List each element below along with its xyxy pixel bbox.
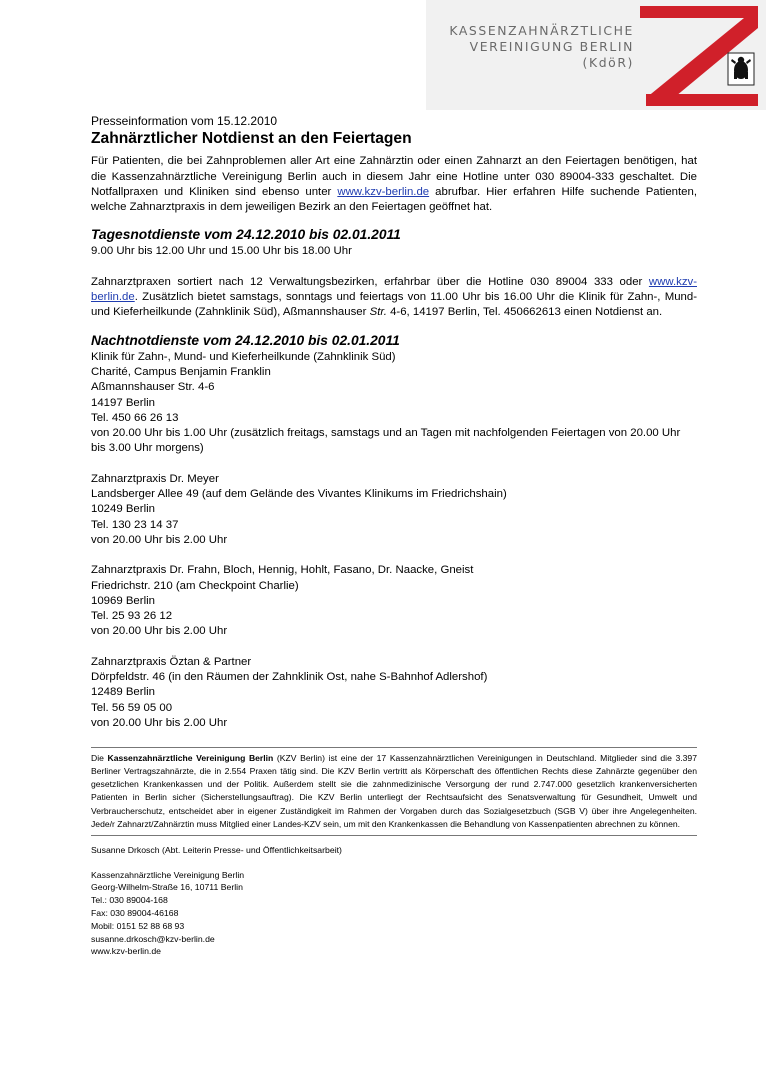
intro-paragraph [91,154,697,215]
footer-paragraph [91,752,697,831]
footer-text-1: Die [91,753,108,764]
contact-line: Mobil: 0151 52 88 68 93 [91,920,185,931]
nacht-entry [91,350,697,457]
entry-line: Charité, Campus Benjamin Franklin [91,365,271,378]
footer-boilerplate [91,752,697,831]
contact-line: Kassenzahnärztliche Vereinigung Berlin [91,869,245,880]
entry-line: Landsberger Allee 49 (auf dem Gelände des Vivantes Klinikums im Friedrichshain) [91,488,507,501]
tages-heading: Tagesnotdienste vom 24.12.2010 bis 02.01.2011 [91,227,401,243]
footer-org-name: Kassenzahnärztliche Vereinigung Berlin [107,753,274,764]
intro-text-2: abrufbar. Hier erfahren Hilfe suchende Patienten, welche Zahnarztpraxis in dem jeweiligen Bezirk an den Feiertagen geöffnet hat. [91,185,697,214]
entry-line: 14197 Berlin [91,396,155,409]
nacht-entry [91,563,697,639]
entry-line: Tel. 450 66 26 13 [91,411,179,424]
contact-block [91,844,697,958]
entry-line: Zahnarztpraxis Dr. Frahn, Bloch, Hennig, Hohlt, Fasano, Dr. Naacke, Gneist [91,564,474,577]
tages-text-2: . Zusätzlich bietet samstags, sonntags und feiertags von 11.00 Uhr bis 16.00 Uhr die Klinik für Zahn-, Mund- und Kieferheilkunde (Zahnklinik Süd), Aßmannshauser [91,291,697,319]
intro-text-1: Für Patienten, die bei Zahnproblemen aller Art eine Zahnärztin oder einen Zahnarzt an den Feiertagen benötigen, hat die Kassenzahnärztliche Vereinigung Berlin auch in diesem Jahr eine Hotline unter 030 89004-333 geschaltet. Die Notfallpraxen und Kliniken sind ebenso unter [91,155,697,198]
contact-author: Susanne Drkosch (Abt. Leiterin Presse- und Öffentlichkeitsarbeit) [91,844,342,855]
tages-paragraph [91,275,697,321]
entry-line: Tel. 56 59 05 00 [91,701,173,714]
entry-line: 12489 Berlin [91,686,155,699]
contact-line: Tel.: 030 89004-168 [91,895,168,906]
nacht-entry [91,472,697,548]
entry-line: Tel. 25 93 26 12 [91,610,173,623]
entry-line: 10969 Berlin [91,594,155,607]
kzv-website-link-2[interactable]: www.kzv-berlin.de [91,275,697,304]
kzv-website-link[interactable]: www.kzv-berlin.de [337,185,430,198]
entry-line: von 20.00 Uhr bis 2.00 Uhr [91,716,228,729]
entry-line: Tel. 130 23 14 37 [91,518,179,531]
entry-line: Dörpfeldstr. 46 (in den Räumen der Zahnklinik Ost, nahe S-Bahnhof Adlershof) [91,671,488,684]
entry-line: von 20.00 Uhr bis 2.00 Uhr [91,625,228,638]
page-title: Zahnärztlicher Notdienst an den Feiertagen [91,130,412,148]
contact-line: Fax: 030 89004-46168 [91,907,179,918]
tages-text-3: 4-6, 14197 Berlin, Tel. 450662613 einen Notdienst an. [386,306,663,319]
logo-line-3: (KdöR) [582,55,634,70]
tages-hours: 9.00 Uhr bis 12.00 Uhr und 15.00 Uhr bis 18.00 Uhr [91,245,352,258]
logo-line-2: VEREINIGUNG BERLIN [469,39,634,54]
entry-line: von 20.00 Uhr bis 2.00 Uhr [91,533,228,546]
press-date: Presseinformation vom 15.12.2010 [91,114,278,128]
contact-line: Georg-Wilhelm-Straße 16, 10711 Berlin [91,882,243,893]
entry-line: Zahnarztpraxis Dr. Meyer [91,472,219,485]
footer-text-2: (KZV Berlin) ist eine der 17 Kassenzahnärztlichen Vereinigungen in Deutschland. Mitglieder sind die 3.397 Berliner Vertragszahnärzte, die in 2.554 Praxen tätig sind. Die KZV Berlin vertritt als Körperschaft des öffentlichen Rechts diese Zahnärzte gegenüber den gesetzlichen Krankenkassen und der Politik. Außerdem stellt sie die zahnmedizinische Versorgung der rund 2.747.000 gesetzlich krankenversicherten Patienten in Berlin sicher (Sicherstellungsauftrag). Die KZV Berlin unterliegt der Rechtsaufsicht des Senatsverwaltung für Gesundheit, Umwelt und Verbraucherschutz, entscheidet aber in eigener Zuständigkeit im Rahmen der Vorgaben durch das Sozialgesetzbuch (SGB V) über ihre Angelegenheiten. Jede/r Zahnarzt/Zahnärztin muss Mitglied einer Landes-KZV sein, um mit den Krankenkassen die Behandlung von Kassenpatienten abrechnen zu können. [91,753,697,829]
entry-line: Zahnarztpraxis Öztan & Partner [91,655,252,668]
entry-line: Klinik für Zahn-, Mund- und Kieferheilkunde (Zahnklinik Süd) [91,350,396,363]
nacht-entry [91,655,697,731]
logo-text [449,23,634,71]
contact-website[interactable]: www.kzv-berlin.de [91,946,162,957]
entry-line: 10249 Berlin [91,503,155,516]
tages-text-str: Str. [369,306,387,319]
tages-text-1: Zahnarztpraxen sortiert nach 12 Verwaltungsbezirken, erfahrbar über die Hotline 030 89004 333 oder [91,275,649,288]
contact-email[interactable]: susanne.drkosch@kzv-berlin.de [91,933,215,944]
press-release [91,114,697,958]
logo-line-1: KASSENZAHNÄRZTLICHE [449,23,634,38]
kzv-logo [426,0,766,110]
entry-line: Friedrichstr. 210 (am Checkpoint Charlie) [91,579,299,592]
nacht-heading: Nachtnotdienste vom 24.12.2010 bis 02.01.2011 [91,332,400,348]
entry-line: Aßmannshauser Str. 4-6 [91,381,215,394]
kzv-z-emblem-icon [640,6,758,106]
entry-line: von 20.00 Uhr bis 1.00 Uhr (zusätzlich freitags, samstags und an Tagen mit nachfolgenden Feiertagen von 20.00 Uhr bis 3.00 Uhr morgens) [91,427,681,455]
